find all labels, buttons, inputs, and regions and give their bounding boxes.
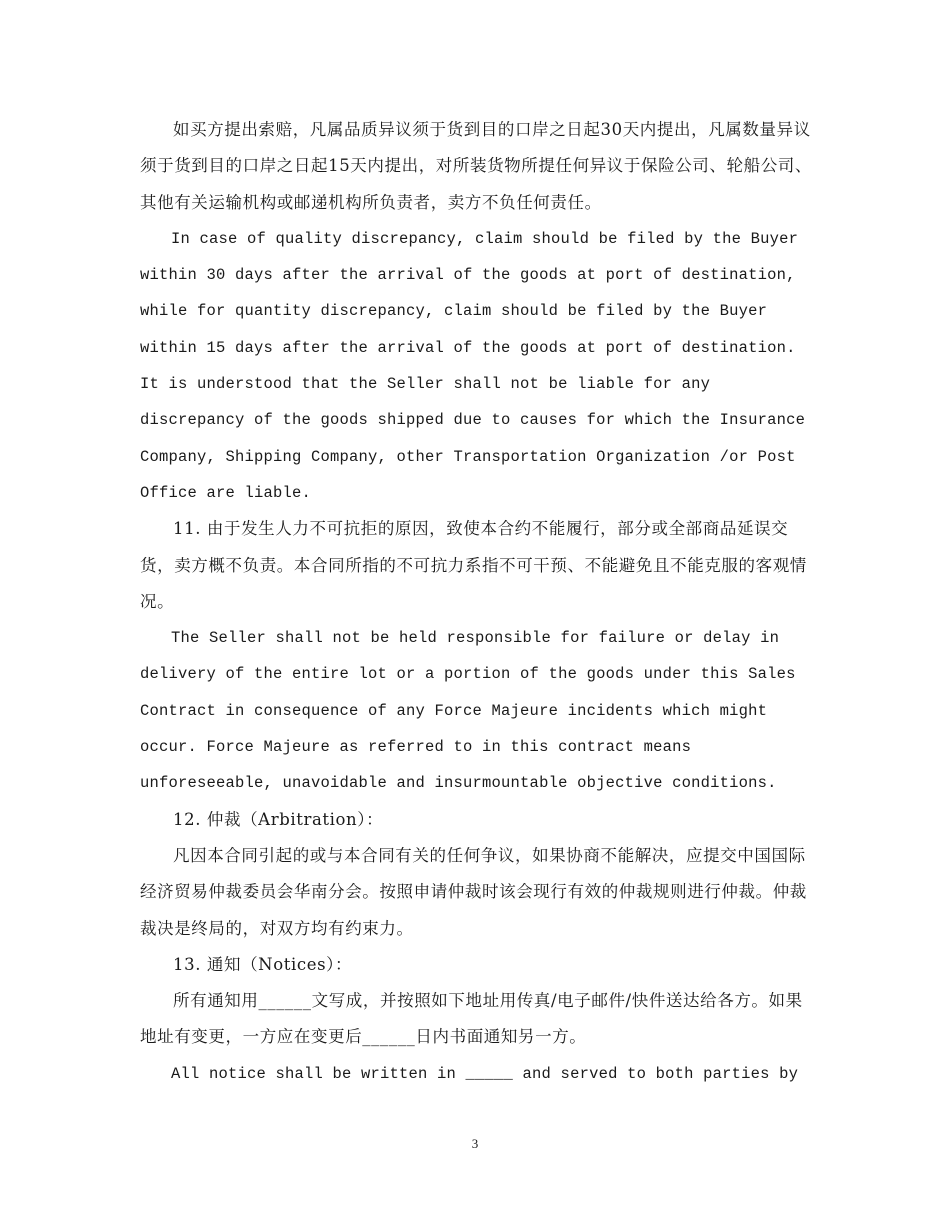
page-number: 3: [471, 1136, 479, 1151]
heading-arbitration: 12. 仲裁（Arbitration）：: [173, 809, 384, 829]
document-body: [140, 112, 812, 1092]
paragraph-notices-en: All notice shall be written in _____ and served to both parties by: [171, 1064, 799, 1083]
paragraph-notices-zh: 所有通知用______文写成，并按照如下地址用传真/电子邮件/快件送达给各方。如果地址有变更，一方应在变更后______日内书面通知另一方。: [140, 991, 803, 1047]
paragraph-force-majeure-zh: 11. 由于发生人力不可抗拒的原因，致使本合约不能履行，部分或全部商品延误交货，卖方概不负责。本合同所指的不可抗力系指不可干预、不能避免且不能克服的客观情况。: [140, 519, 807, 611]
paragraph-claims-en: In case of quality discrepancy, claim should be filed by the Buyer within 30 days after the arrival of the goods at port of destination, while for quantity discrepancy, claim should be filed by the Buyer within 15 days after the arrival of the goods at port of destination. It is understood that the Seller shall not be liable for any discrepancy of the goods shipped due to causes for which the Insurance Company, Shipping Company, other Transportation Organization /or Post Office are liable.: [140, 229, 806, 502]
paragraph-arbitration-zh: 凡因本合同引起的或与本合同有关的任何争议，如果协商不能解决，应提交中国国际经济贸易仲裁委员会华南分会。按照申请仲裁时该会现行有效的仲裁规则进行仲裁。仲裁裁决是终局的，对双方均有约束力。: [140, 845, 807, 938]
paragraph-force-majeure-en: The Seller shall not be held responsible for failure or delay in delivery of the entire lot or a portion of the goods under this Sales Contract in consequence of any Force Majeure incidents which might occur. Force Majeure as referred to in this contract means unforeseeable, unavoidable and insurmountable objective conditions.: [140, 629, 796, 793]
paragraph-claims-zh: 如买方提出索赔，凡属品质异议须于货到目的口岸之日起30天内提出，凡属数量异议须于货到目的口岸之日起15天内提出，对所装货物所提任何异议于保险公司、轮船公司、其他有关运输机构或邮递机构所负责者，卖方不负任何责任。: [140, 120, 812, 212]
heading-notices: 13. 通知（Notices）：: [173, 954, 353, 974]
